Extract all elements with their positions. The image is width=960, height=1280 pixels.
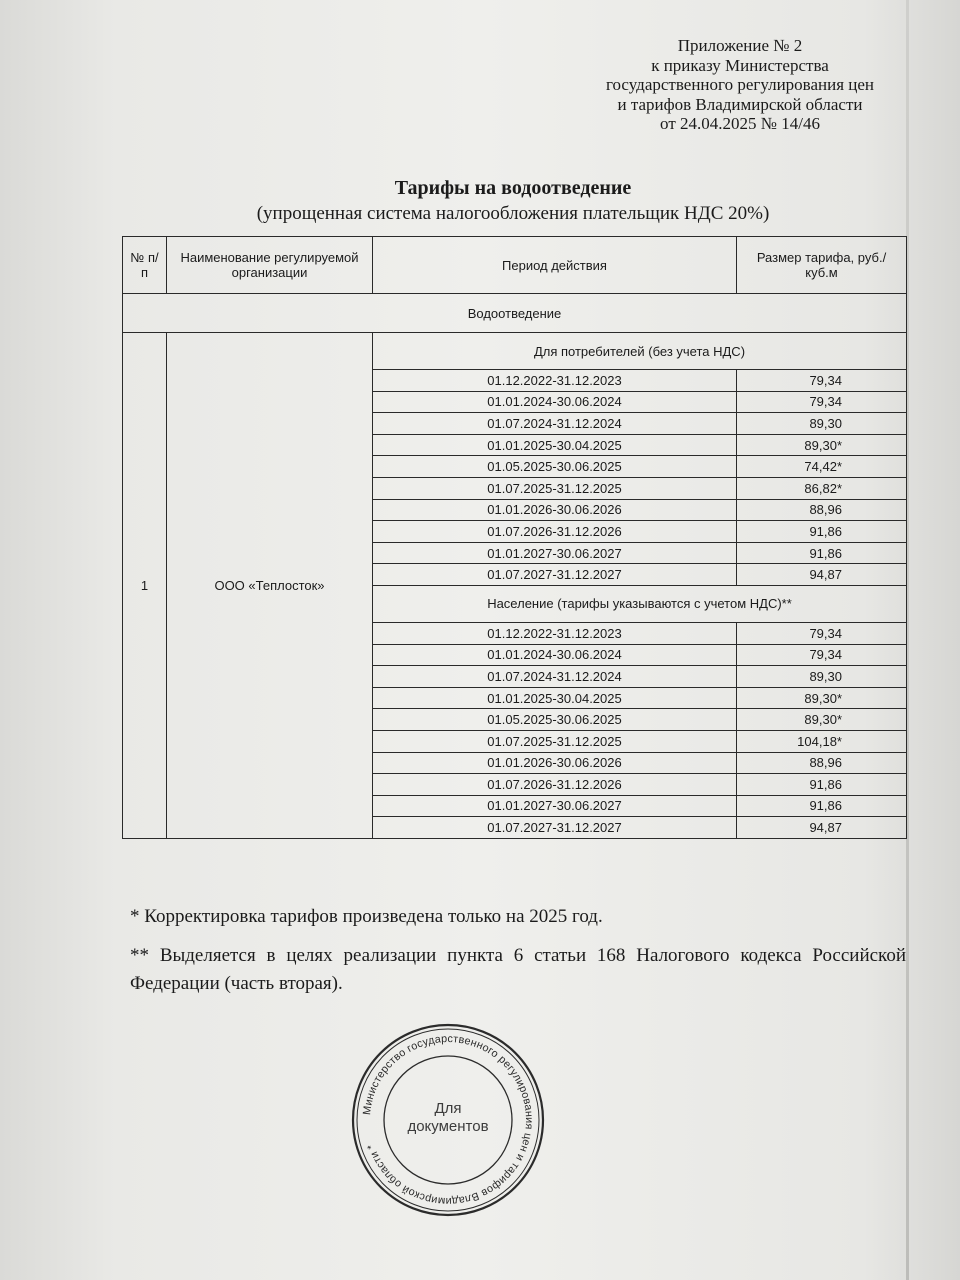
rate-cell: 89,30* [737,709,907,731]
period-cell: 01.01.2026-30.06.2026 [373,752,737,774]
period-cell: 01.01.2027-30.06.2027 [373,542,737,564]
organization-name: ООО «Теплосток» [167,333,373,839]
period-cell: 01.07.2024-31.12.2024 [373,666,737,688]
period-cell: 01.07.2025-31.12.2025 [373,730,737,752]
tariff-table [122,236,907,839]
appendix-line: Приложение № 2 [677,36,803,55]
rate-cell: 91,86 [737,521,907,543]
period-cell: 01.01.2025-30.04.2025 [373,434,737,456]
stamp-center-text [350,1100,546,1136]
period-cell: 01.12.2022-31.12.2023 [373,622,737,644]
row-number: 1 [123,333,167,839]
period-cell: 01.01.2027-30.06.2027 [373,795,737,817]
rate-cell: 94,87 [737,564,907,586]
rate-cell: 79,34 [737,644,907,666]
stamp-line: документов [407,1118,489,1135]
period-cell: 01.07.2027-31.12.2027 [373,564,737,586]
rate-cell: 94,87 [737,817,907,839]
rate-cell: 88,96 [737,752,907,774]
rate-cell: 89,30* [737,434,907,456]
period-cell: 01.12.2022-31.12.2023 [373,370,737,392]
rate-cell: 89,30 [737,413,907,435]
period-cell: 01.01.2026-30.06.2026 [373,499,737,521]
rate-cell: 91,86 [737,542,907,564]
group-title: Население (тарифы указываются с учетом НДС)** [373,585,907,622]
column-header-organization: Наименование регулируемой организации [167,237,373,294]
column-header-number: № п/п [123,237,167,294]
appendix-line: государственного регулирования цен [605,75,875,94]
period-cell: 01.07.2024-31.12.2024 [373,413,737,435]
period-cell: 01.01.2025-30.04.2025 [373,687,737,709]
section-title: Водоотведение [123,294,907,333]
period-cell: 01.07.2026-31.12.2026 [373,774,737,796]
period-cell: 01.07.2027-31.12.2027 [373,817,737,839]
section-row [123,294,907,333]
rate-cell: 91,86 [737,795,907,817]
period-cell: 01.05.2025-30.06.2025 [373,456,737,478]
group-title-row [123,333,907,370]
appendix-line: к приказу Министерства [651,55,829,75]
column-header-period: Период действия [373,237,737,294]
official-stamp [350,1022,546,1218]
rate-cell: 74,42* [737,456,907,478]
appendix-header [560,36,920,134]
stamp-ring-text: Министерство государственного регулирования цен и тарифов Владимирской области * [361,1032,536,1208]
period-cell: 01.07.2025-31.12.2025 [373,477,737,499]
rate-cell: 91,86 [737,774,907,796]
rate-cell: 79,34 [737,370,907,392]
table-header-row [123,237,907,294]
column-header-rate: Размер тарифа, руб./куб.м [737,237,907,294]
document-subtitle: (упрощенная система налогообложения плательщик НДС 20%) [256,203,770,224]
rate-cell: 86,82* [737,477,907,499]
rate-cell: 79,34 [737,391,907,413]
footnote-2: ** Выделяется в целях реализации пункта 6 статьи 168 Налогового кодекса Российской Федерации (часть вторая). [130,945,906,994]
period-cell: 01.07.2026-31.12.2026 [373,521,737,543]
rate-cell: 89,30 [737,666,907,688]
period-cell: 01.01.2024-30.06.2024 [373,391,737,413]
group-title: Для потребителей (без учета НДС) [373,333,907,370]
appendix-line: и тарифов Владимирской области [617,94,863,114]
rate-cell: 104,18* [737,730,907,752]
appendix-line: от 24.04.2025 № 14/46 [660,114,820,133]
period-cell: 01.05.2025-30.06.2025 [373,709,737,731]
rate-cell: 89,30* [737,687,907,709]
stamp-line: Для [434,1100,462,1117]
period-cell: 01.01.2024-30.06.2024 [373,644,737,666]
rate-cell: 88,96 [737,499,907,521]
rate-cell: 79,34 [737,622,907,644]
document-title: Тарифы на водоотведение [394,177,632,199]
footnote-1: * Корректировка тарифов произведена только на 2025 год. [130,906,603,927]
